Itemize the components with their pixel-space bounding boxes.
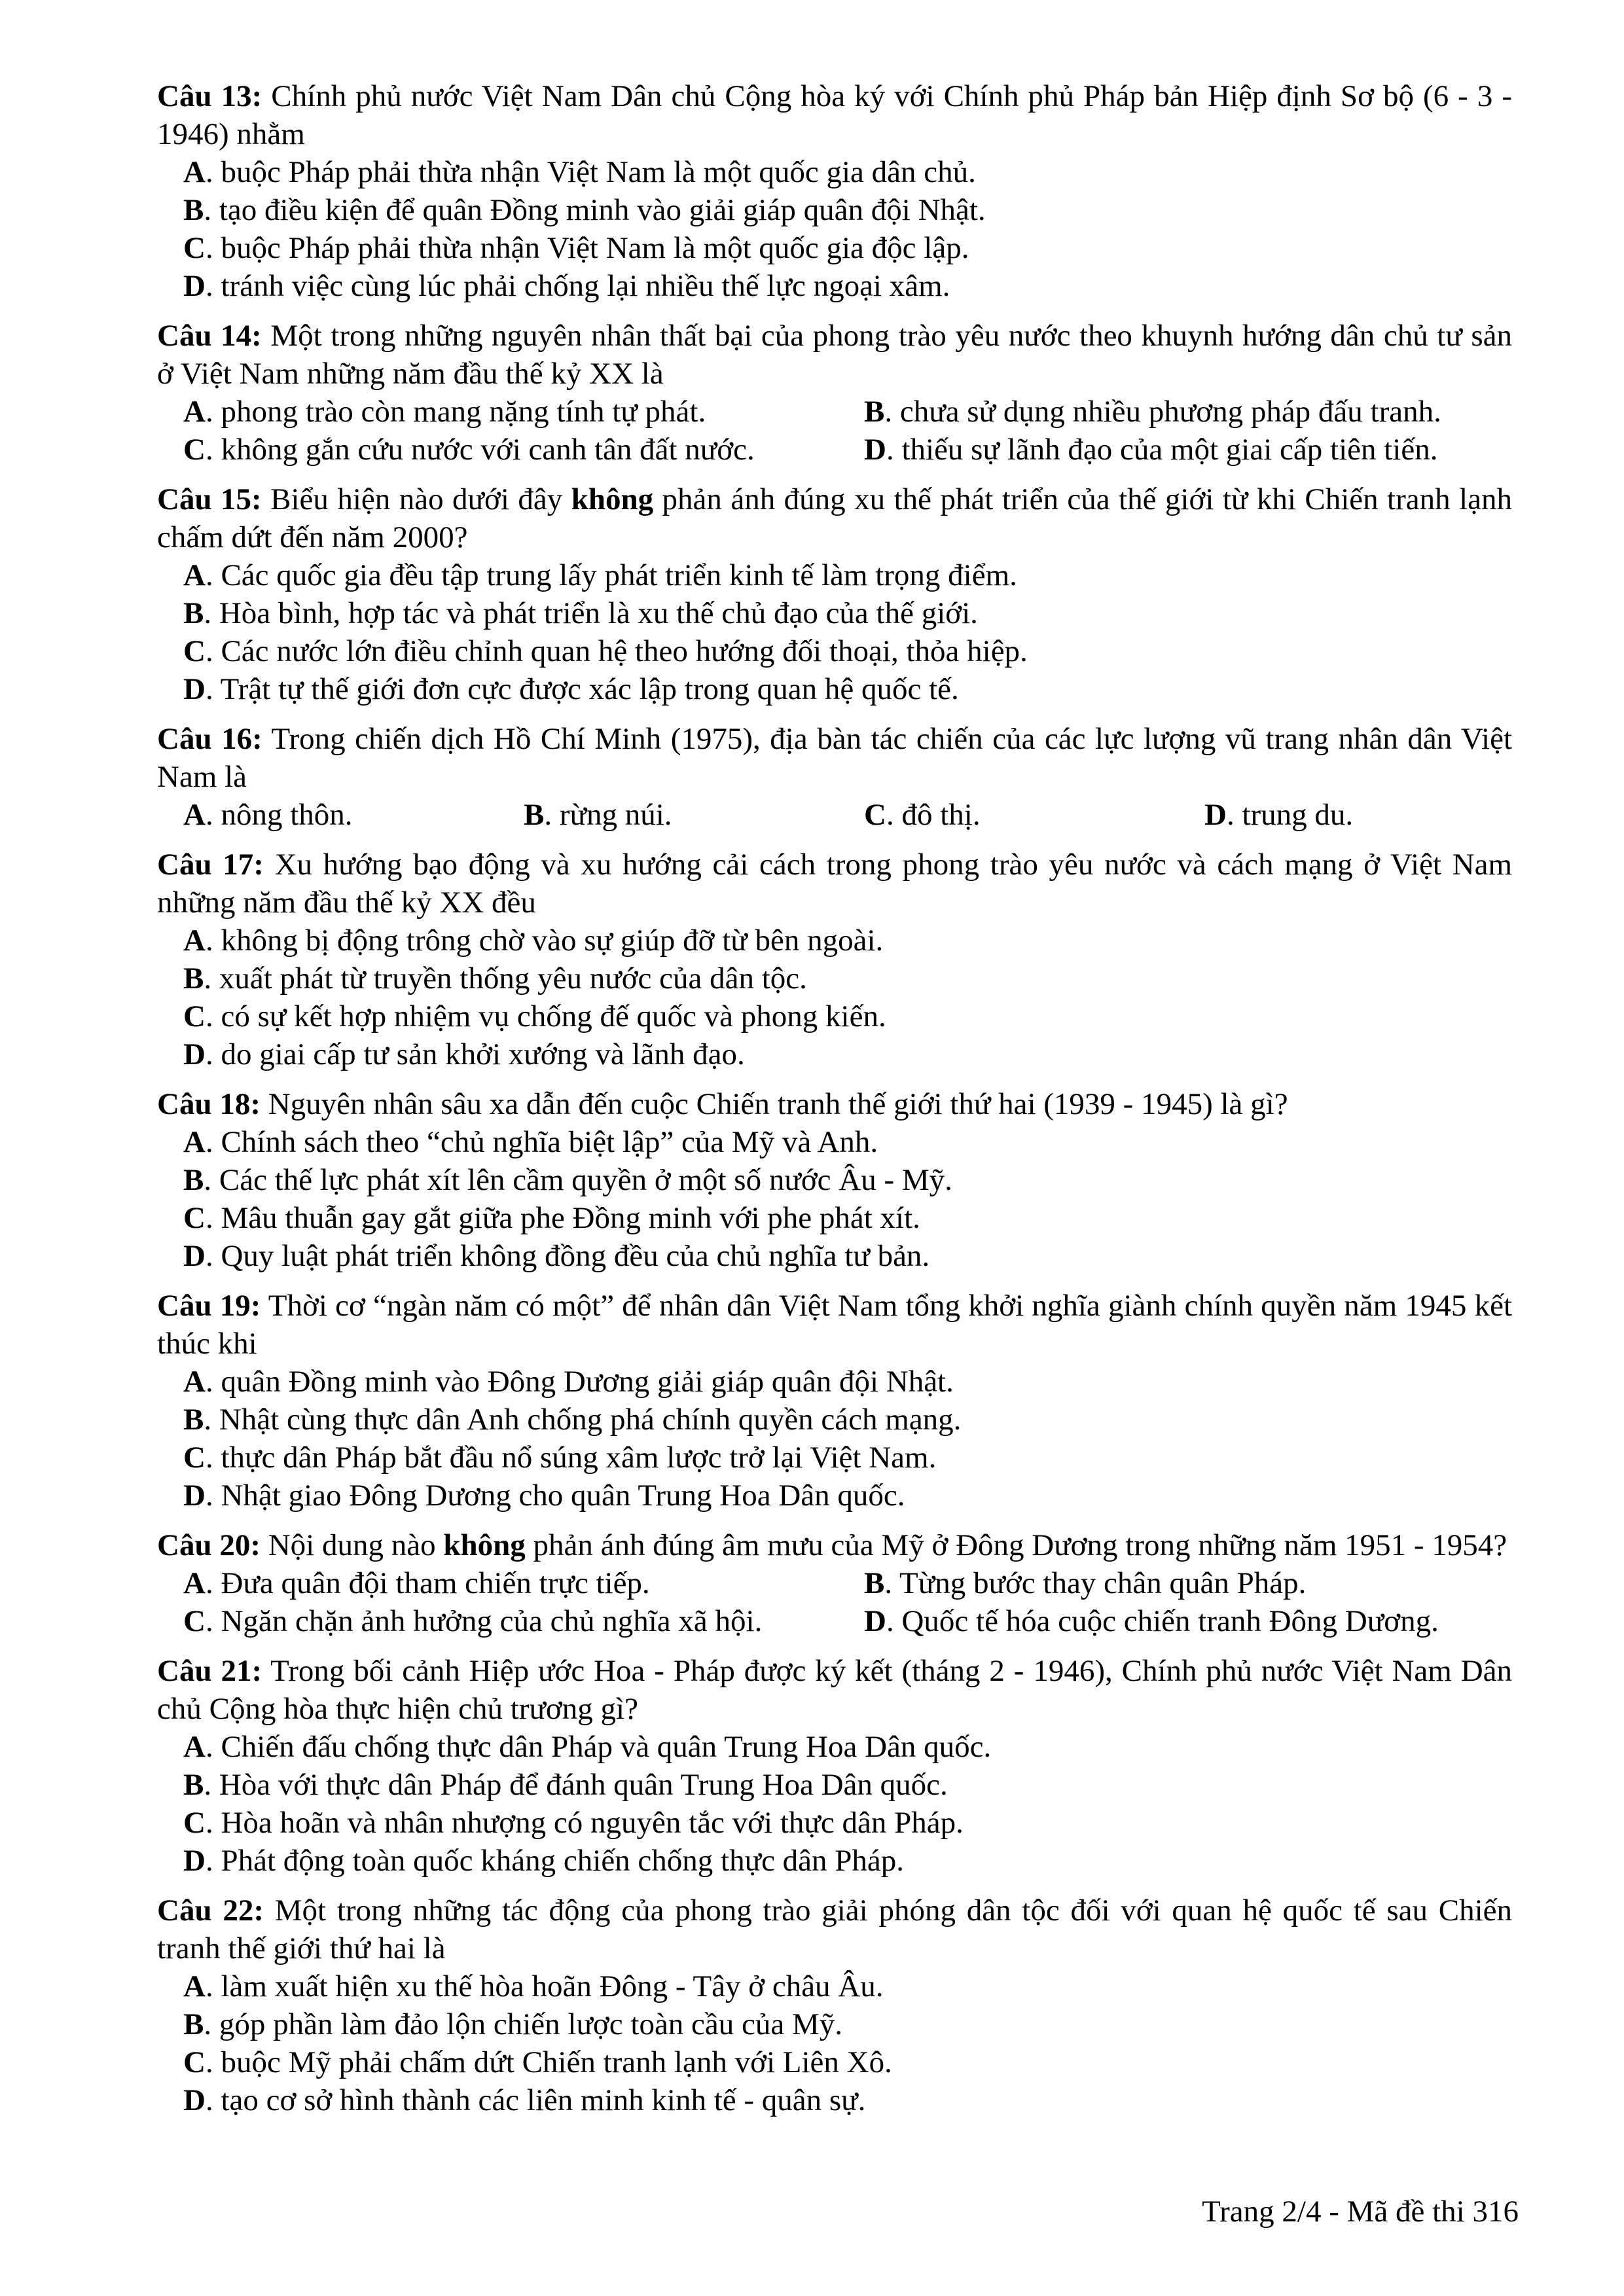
question-list [157,77,1512,2131]
answer-option-a[interactable] [183,1564,864,1602]
emphasis-text: không [571,482,654,516]
option-letter: D [183,672,206,706]
option-letter: D [864,433,886,467]
option-text: . Các nước lớn điều chỉnh quan hệ theo hướng đối thoại, thỏa hiệp. [205,634,1028,668]
answer-option-c[interactable] [183,1439,1512,1477]
option-letter: D [183,1844,206,1878]
option-text: . Hòa bình, hợp tác và phát triển là xu thế chủ đạo của thế giới. [204,596,978,630]
question-label: Câu 18: [157,1087,261,1121]
answer-option-b[interactable] [524,796,864,834]
option-text: . chưa sử dụng nhiều phương pháp đấu tranh. [884,395,1441,429]
option-text: . tạo điều kiện để quân Đồng minh vào giải giáp quân đội Nhật. [204,193,986,227]
option-text: . Từng bước thay chân quân Pháp. [884,1566,1307,1600]
option-letter: A [183,1566,206,1600]
option-text: . nông thôn. [205,798,353,832]
answer-options [157,1728,1512,1880]
answer-option-a[interactable] [183,922,1512,960]
option-letter: B [183,1768,204,1802]
answer-option-a[interactable] [183,153,1512,191]
answer-options [157,153,1512,305]
answer-option-b[interactable] [183,1401,1512,1439]
answer-option-a[interactable] [183,393,864,431]
question-text: Nguyên nhân sâu xa dẫn đến cuộc Chiến tranh thế giới thứ hai (1939 - 1945) là gì? [268,1087,1288,1121]
option-text: . do giai cấp tư sản khởi xướng và lãnh đạo. [205,1037,745,1071]
option-text: . buộc Pháp phải thừa nhận Việt Nam là một quốc gia dân chủ. [205,155,976,189]
question-text: Chính phủ nước Việt Nam Dân chủ Cộng hòa ký với Chính phủ Pháp bản Hiệp định Sơ bộ (6 - 3 - 1946) nhằm [157,79,1513,151]
answer-option-a[interactable] [183,1123,1512,1161]
question-text: Trong bối cảnh Hiệp ước Hoa - Pháp được ký kết (tháng 2 - 1946), Chính phủ nước Việt Nam Dân chủ Cộng hòa thực hiện chủ trương gì? [157,1654,1513,1726]
question-text: Trong chiến dịch Hồ Chí Minh (1975), địa bàn tác chiến của các lực lượng vũ trang nhân dân Việt Nam là [157,722,1513,794]
option-letter: D [183,269,206,303]
answer-option-d[interactable] [183,670,1512,708]
answer-option-b[interactable] [864,1564,1519,1602]
option-text: . Chiến đấu chống thực dân Pháp và quân Trung Hoa Dân quốc. [205,1730,992,1764]
option-letter: A [183,1125,206,1159]
option-text: . Hòa hoãn và nhân nhượng có nguyên tắc với thực dân Pháp. [205,1806,964,1840]
option-text: . Các quốc gia đều tập trung lấy phát triển kinh tế làm trọng điểm. [205,558,1017,592]
answer-option-c[interactable] [183,1804,1512,1842]
answer-option-a[interactable] [183,556,1512,594]
answer-option-a[interactable] [183,1967,1512,2005]
option-letter: A [183,155,206,189]
option-letter: B [183,1403,204,1437]
question [157,1652,1512,1880]
answer-option-c[interactable] [864,796,1204,834]
answer-option-c[interactable] [183,431,864,469]
answer-option-c[interactable] [183,1199,1512,1237]
page-number: Trang 2/4 [1202,2195,1322,2229]
answer-options [157,1123,1512,1275]
answer-option-d[interactable] [183,2081,1512,2119]
option-text: . tránh việc cùng lúc phải chống lại nhiều thế lực ngoại xâm. [205,269,950,303]
answer-options [157,922,1512,1073]
question-text: Thời cơ “ngàn năm có một” để nhân dân Việt Nam tổng khởi nghĩa giành chính quyền năm 1945 kết thúc khi [157,1289,1513,1361]
option-text: . Nhật cùng thực dân Anh chống phá chính quyền cách mạng. [204,1403,962,1437]
option-letter: B [183,2007,204,2041]
answer-option-d[interactable] [183,1477,1512,1515]
question [157,720,1512,834]
question [157,846,1512,1073]
option-text: . Trật tự thế giới đơn cực được xác lập trong quan hệ quốc tế. [205,672,959,706]
question-stem [157,1085,1512,1123]
answer-option-a[interactable] [183,1728,1512,1766]
answer-options [157,556,1512,708]
option-text: . tạo cơ sở hình thành các liên minh kinh tế - quân sự. [205,2083,866,2117]
question-text: Xu hướng bạo động và xu hướng cải cách trong phong trào yêu nước và cách mạng ở Việt Nam những năm đầu thế kỷ XX đều [157,848,1513,920]
answer-options [157,1363,1512,1515]
option-letter: D [183,1479,206,1513]
option-letter: A [183,798,206,832]
option-text: . Quy luật phát triển không đồng đều của chủ nghĩa tư bản. [205,1239,930,1273]
question-stem [157,846,1512,922]
option-text: . buộc Pháp phải thừa nhận Việt Nam là một quốc gia độc lập. [205,231,969,265]
answer-option-b[interactable] [183,960,1512,997]
option-text: . rừng núi. [544,798,672,832]
option-text: . thực dân Pháp bắt đầu nổ súng xâm lược trở lại Việt Nam. [205,1441,937,1475]
question-stem [157,480,1512,556]
option-text: . quân Đồng minh vào Đông Dương giải giáp quân đội Nhật. [205,1365,954,1399]
question-label: Câu 14: [157,319,262,353]
question-label: Câu 13: [157,79,262,113]
option-text: . làm xuất hiện xu thế hòa hoãn Đông - Tây ở châu Âu. [205,1969,884,2003]
option-text: . Ngăn chặn ảnh hưởng của chủ nghĩa xã hội. [205,1604,763,1638]
option-letter: A [183,558,206,592]
question [157,1526,1512,1640]
question-text: Một trong những tác động của phong trào giải phóng dân tộc đối với quan hệ quốc tế sau Chiến tranh thế giới thứ hai là [157,1893,1513,1965]
option-text: . có sự kết hợp nhiệm vụ chống đế quốc và phong kiến. [205,999,886,1033]
question-stem [157,1526,1512,1564]
option-letter: C [183,231,206,265]
option-text: . góp phần làm đảo lộn chiến lược toàn cầu của Mỹ. [204,2007,843,2041]
question [157,77,1512,305]
option-text: . không gắn cứu nước với canh tân đất nước. [205,433,755,467]
option-letter: B [864,395,885,429]
question [157,317,1512,469]
question [157,1085,1512,1275]
option-letter: C [183,1201,206,1235]
option-letter: A [183,395,206,429]
footer-separator: - [1321,2195,1347,2229]
answer-option-c[interactable] [183,2043,1512,2081]
option-text: . buộc Mỹ phải chấm dứt Chiến tranh lạnh với Liên Xô. [205,2045,892,2079]
option-text: . Quốc tế hóa cuộc chiến tranh Đông Dương. [886,1604,1439,1638]
question-stem [157,1892,1512,1967]
option-letter: C [183,1604,206,1638]
answer-option-c[interactable] [183,1602,864,1640]
option-letter: D [1204,798,1227,832]
option-text: . Chính sách theo “chủ nghĩa biệt lập” của Mỹ và Anh. [205,1125,878,1159]
option-text: . Hòa với thực dân Pháp để đánh quân Trung Hoa Dân quốc. [204,1768,948,1802]
option-text: . Các thế lực phát xít lên cầm quyền ở một số nước Âu - Mỹ. [204,1163,952,1197]
option-letter: C [183,1441,206,1475]
answer-option-a[interactable] [183,1363,1512,1401]
option-letter: A [183,924,206,958]
answer-option-c[interactable] [183,229,1512,267]
option-text: . thiếu sự lãnh đạo của một giai cấp tiên tiến. [886,433,1438,467]
option-letter: C [183,433,206,467]
question-label: Câu 16: [157,722,262,756]
option-letter: D [183,1239,206,1273]
answer-option-d[interactable] [183,1237,1512,1275]
answer-option-d[interactable] [864,431,1519,469]
option-letter: B [183,1163,204,1197]
question-text: Nội dung nào [268,1528,444,1562]
answer-option-d[interactable] [864,1602,1519,1640]
option-letter: C [864,798,886,832]
option-letter: D [183,1037,206,1071]
option-letter: B [864,1566,885,1600]
option-text: . xuất phát từ truyền thống yêu nước của dân tộc. [204,961,807,996]
page-footer [1087,2193,1519,2231]
option-text: . Mâu thuẫn gay gắt giữa phe Đồng minh với phe phát xít. [205,1201,920,1235]
option-letter: A [183,1969,206,2003]
option-text: . Phát động toàn quốc kháng chiến chống thực dân Pháp. [205,1844,905,1878]
question-text: Biểu hiện nào dưới đây [270,482,571,516]
option-letter: A [183,1365,206,1399]
question-stem [157,317,1512,393]
question-label: Câu 20: [157,1528,261,1562]
option-text: . Đưa quân đội tham chiến trực tiếp. [205,1566,650,1600]
answer-options [157,1967,1512,2119]
option-text: . phong trào còn mang nặng tính tự phát. [205,395,706,429]
question [157,480,1512,708]
option-letter: B [183,193,204,227]
option-letter: C [183,1806,206,1840]
question [157,1287,1512,1515]
question-label: Câu 22: [157,1893,264,1928]
question-label: Câu 19: [157,1289,261,1323]
emphasis-text: không [443,1528,526,1562]
answer-option-b[interactable] [183,1161,1512,1199]
option-text: . đô thị. [886,798,981,832]
question-label: Câu 15: [157,482,262,516]
answer-option-b[interactable] [183,1766,1512,1804]
answer-options [157,796,1512,834]
option-text: . trung du. [1226,798,1354,832]
question-stem [157,720,1512,796]
answer-option-d[interactable] [183,1842,1512,1880]
answer-option-b[interactable] [183,191,1512,229]
answer-options [157,1564,1512,1640]
answer-option-b[interactable] [183,2005,1512,2043]
option-text: . không bị động trông chờ vào sự giúp đỡ từ bên ngoài. [205,924,884,958]
option-letter: A [183,1730,206,1764]
question-stem [157,1287,1512,1363]
question-text: Một trong những nguyên nhân thất bại của phong trào yêu nước theo khuynh hướng dân chủ tư sản ở Việt Nam những năm đầu thế kỷ XX là [157,319,1512,391]
answer-option-a[interactable] [183,796,524,834]
question-label: Câu 21: [157,1654,262,1688]
question [157,1892,1512,2119]
answer-option-b[interactable] [183,594,1512,632]
answer-option-c[interactable] [183,632,1512,670]
option-text: . Nhật giao Đông Dương cho quân Trung Hoa Dân quốc. [205,1479,905,1513]
question-stem [157,1652,1512,1728]
option-letter: C [183,999,206,1033]
option-letter: B [183,596,204,630]
option-letter: B [183,961,204,996]
question-stem [157,77,1512,153]
exam-code: Mã đề thi 316 [1346,2195,1519,2229]
answer-option-b[interactable] [864,393,1519,431]
option-letter: B [524,798,545,832]
answer-option-d[interactable] [183,1035,1512,1073]
option-letter: C [183,2045,206,2079]
answer-option-c[interactable] [183,997,1512,1035]
option-letter: D [864,1604,886,1638]
question-text: phản ánh đúng xu thế phát triển của thế giới từ khi Chiến tranh lạnh chấm dứt đến năm 2000? [157,482,1512,554]
answer-options [157,393,1512,469]
question-text: phản ánh đúng âm mưu của Mỹ ở Đông Dương trong những năm 1951 - 1954? [525,1528,1507,1562]
option-letter: C [183,634,206,668]
question-label: Câu 17: [157,848,264,882]
option-letter: D [183,2083,206,2117]
answer-option-d[interactable] [1204,796,1532,834]
answer-option-d[interactable] [183,267,1512,305]
